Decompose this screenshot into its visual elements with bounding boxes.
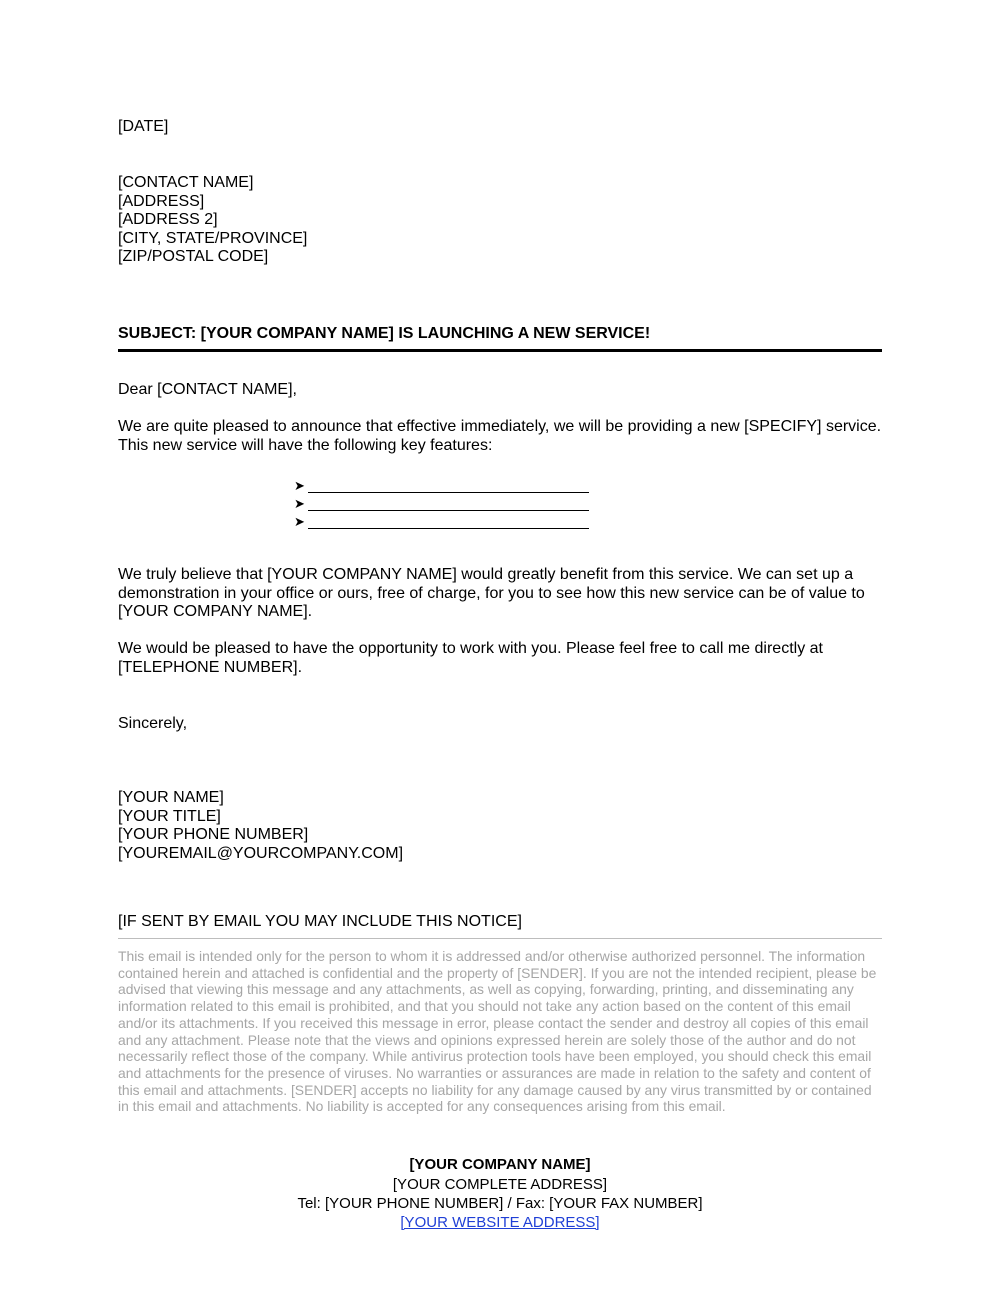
- intro-paragraph: We are quite pleased to announce that effective immediately, we will be providing a new [SPECIFY] service. This new service will have the following key features:: [118, 418, 882, 454]
- arrow-bullet-icon: ➤: [294, 496, 305, 511]
- date: [DATE]: [118, 118, 169, 135]
- signature-name: [YOUR NAME]: [118, 789, 224, 806]
- signature-email: [YOUREMAIL@YOURCOMPANY.COM]: [118, 844, 404, 862]
- footer-address: [YOUR COMPLETE ADDRESS]: [392, 1176, 608, 1193]
- arrow-bullet-icon: ➤: [294, 514, 305, 529]
- recipient-zip: [ZIP/POSTAL CODE]: [118, 248, 269, 265]
- feature-blank-line: [308, 478, 589, 493]
- notice-heading: [IF SENT BY EMAIL YOU MAY INCLUDE THIS NOTICE]: [118, 913, 522, 930]
- feature-item: [294, 475, 589, 493]
- feature-item: [294, 493, 589, 511]
- email-disclaimer: This email is intended only for the person to whom it is addressed and/or otherwise authorized personnel. The information contained herein and attached is confidential and the property of [SENDER]. If you are not the intended recipient, please be advised that viewing this message and any attachments, as well as copying, forwarding, printing, and disseminating any information related to this email is prohibited, and that you should not take any action based on the content of this email and/or its attachments. If you received this message in error, please contact the sender and destroy all copies of this email and any attachment. Please note that the views and opinions expressed herein are solely those of the author and do not necessarily reflect those of the company. While antivirus protection tools have been employed, you should check this email and attachments for the presence of viruses. No warranties or assurances are made in relation to the safety and content of this email and attachments. [SENDER] accepts no liability for any damage caused by any virus transmitted by or contained in this email and attachments. No liability is accepted for any consequences arising from this email.: [118, 948, 877, 1115]
- feature-blank-line: [308, 514, 589, 529]
- footer-contact: Tel: [YOUR PHONE NUMBER] / Fax: [YOUR FAX NUMBER]: [297, 1195, 703, 1212]
- website-link[interactable]: [YOUR WEBSITE ADDRESS]: [400, 1214, 600, 1231]
- recipient-city-state: [CITY, STATE/PROVINCE]: [118, 229, 308, 247]
- signature-title: [YOUR TITLE]: [118, 807, 221, 825]
- closing: Sincerely,: [118, 715, 188, 732]
- recipient-address-2: [ADDRESS 2]: [118, 211, 218, 228]
- arrow-bullet-icon: ➤: [294, 478, 305, 493]
- feature-item: [294, 511, 589, 529]
- footer-website-row: [118, 1213, 882, 1233]
- subject-line: SUBJECT: [YOUR COMPANY NAME] IS LAUNCHING A NEW SERVICE!: [118, 325, 651, 342]
- notice-divider: [118, 938, 882, 939]
- salutation: Dear [CONTACT NAME],: [118, 381, 297, 398]
- contact-paragraph: We would be pleased to have the opportunity to work with you. Please feel free to call me directly at [TELEPHONE NUMBER].: [118, 640, 823, 676]
- feature-blank-line: [308, 496, 589, 511]
- recipient-contact-name: [CONTACT NAME]: [118, 174, 254, 191]
- subject-divider: [118, 349, 882, 352]
- footer-company-name: [YOUR COMPANY NAME]: [409, 1156, 591, 1173]
- benefit-paragraph: We truly believe that [YOUR COMPANY NAME] would greatly benefit from this service. We can set up a demonstration in your office or ours, free of charge, for you to see how this new service can be of value to [YOUR COMPANY NAME].: [118, 566, 865, 620]
- signature-phone: [YOUR PHONE NUMBER]: [118, 826, 309, 843]
- recipient-address: [ADDRESS]: [118, 192, 205, 210]
